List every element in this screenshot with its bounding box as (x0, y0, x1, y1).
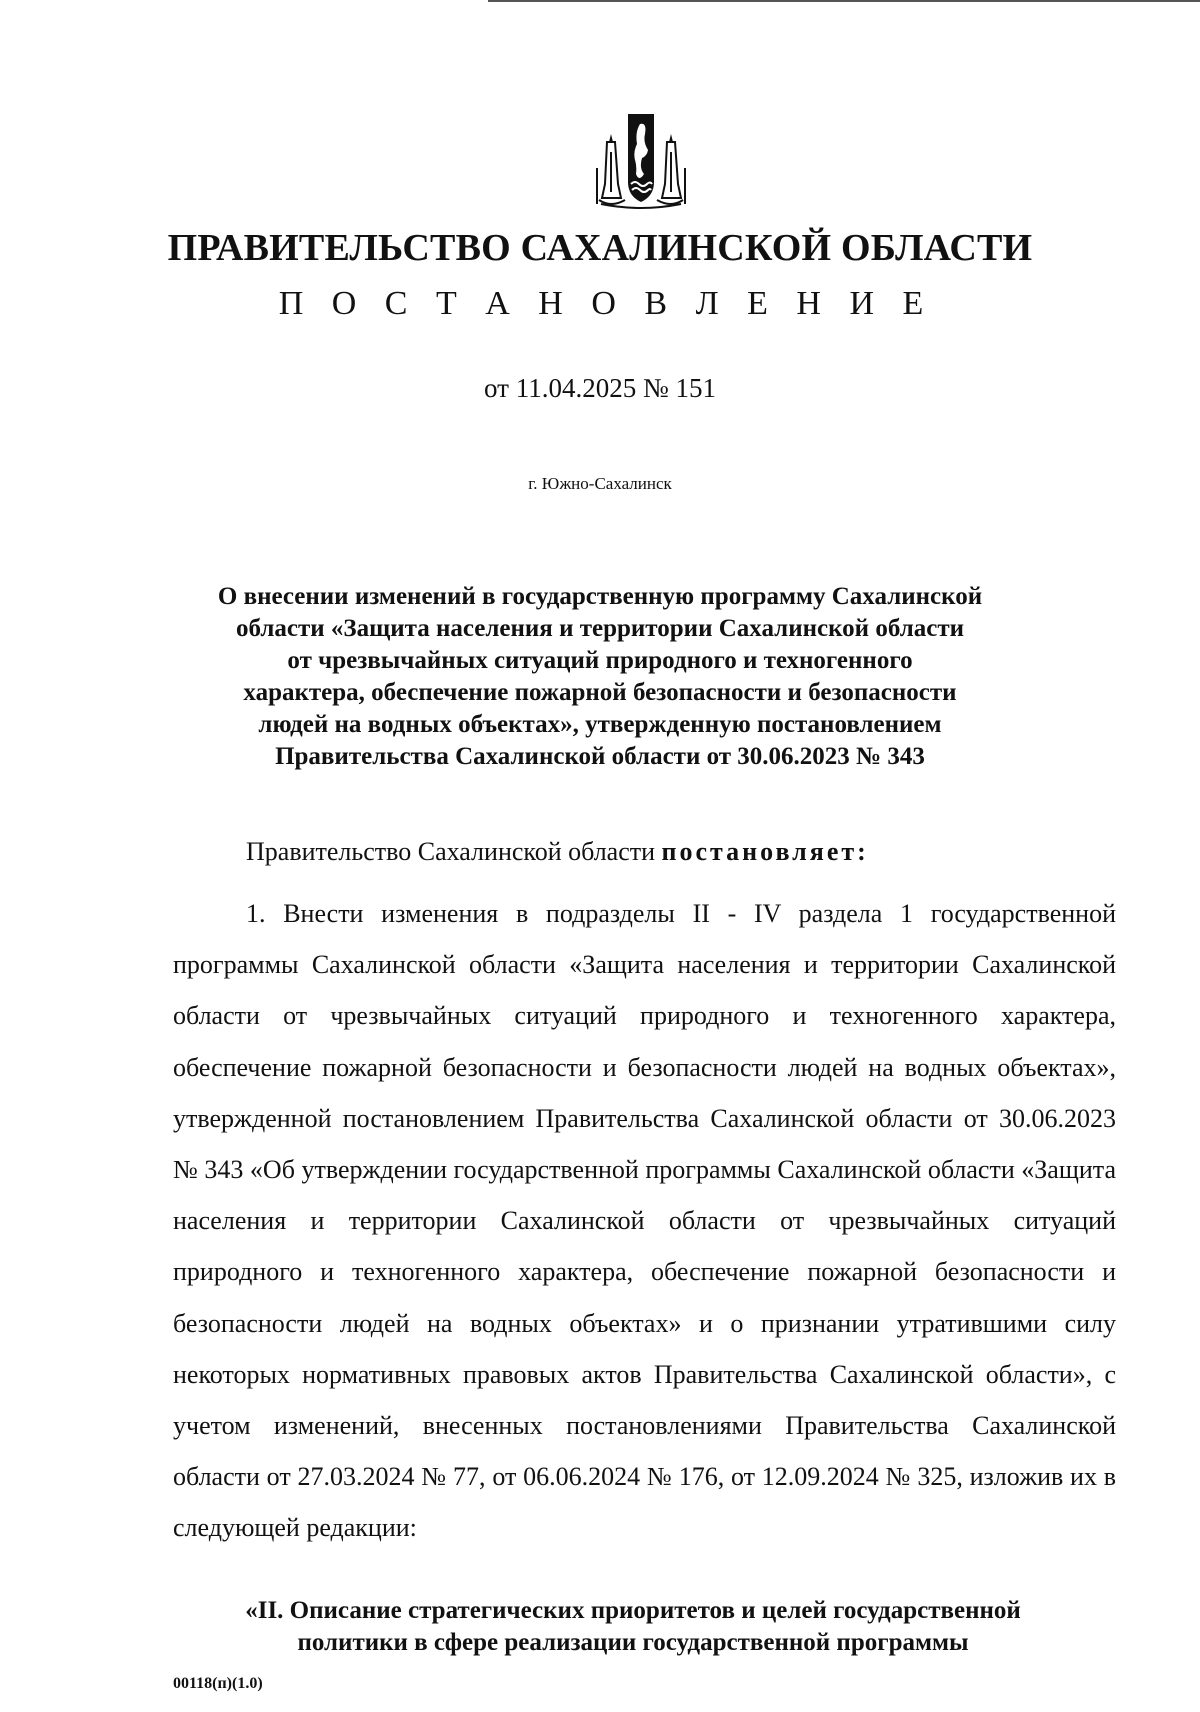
preamble-text: Правительство Сахалинской области (246, 837, 662, 866)
section-heading-line: политики в сфере реализации государственной программы (297, 1629, 969, 1656)
government-title: ПРАВИТЕЛЬСТВО САХАЛИНСКОЙ ОБЛАСТИ (167, 227, 1033, 269)
document-heading (190, 581, 1010, 773)
heading-line: от чрезвычайных ситуаций природного и техногенного (287, 647, 913, 674)
heading-line: характера, обеспечение пожарной безопасности и безопасности (243, 679, 957, 706)
preamble-emphasis: постановляет: (661, 837, 869, 866)
preamble (246, 837, 869, 867)
heading-line: области «Защита населения и территории Сахалинской области (235, 615, 965, 642)
scan-edge-line (488, 0, 1200, 2)
document-date-number: от 11.04.2025 № 151 (484, 373, 716, 403)
heading-line: людей на водных объектах», утвержденную постановлением (258, 711, 942, 738)
form-code: 00118(п)(1.0) (173, 1675, 263, 1692)
heading-line: Правительства Сахалинской области от 30.06.2023 № 343 (275, 743, 925, 770)
document-city: г. Южно-Сахалинск (528, 474, 672, 493)
section-heading-line: «II. Описание стратегических приоритетов и целей государственной (245, 1597, 1021, 1624)
heading-line: О внесении изменений в государственную программу Сахалинской (217, 583, 983, 610)
paragraph-1: 1. Внести изменения в подразделы II - IV раздела 1 государственной программы Сахалинской области «Защита населения и территории Сахалинской области от чрезвычайных ситуаций природного и техногенного характера, обеспечение пожарной безопасности и безопасности людей на водных объектах», утвержденной постановлением Правительства Сахалинской области от 30.06.2023 № 343 «Об утверждении государственной программы Сахалинской области «Защита населения и территории Сахалинской области от чрезвычайных ситуаций природного и техногенного характера, обеспечение пожарной безопасности и безопасности людей на водных объектах» и о признании утратившими силу некоторых нормативных правовых актов Правительства Сахалинской области», с учетом изменений, внесенных постановлениями Правительства Сахалинской области от 27.03.2024 № 77, от 06.06.2024 № 176, от 12.09.2024 № 325, изложив их в следующей редакции: (173, 899, 1116, 1543)
document-type: П О С Т А Н О В Л Е Н И Е (278, 285, 934, 322)
section-heading (170, 1595, 1096, 1659)
sakhalin-coat-of-arms-icon (595, 112, 687, 210)
